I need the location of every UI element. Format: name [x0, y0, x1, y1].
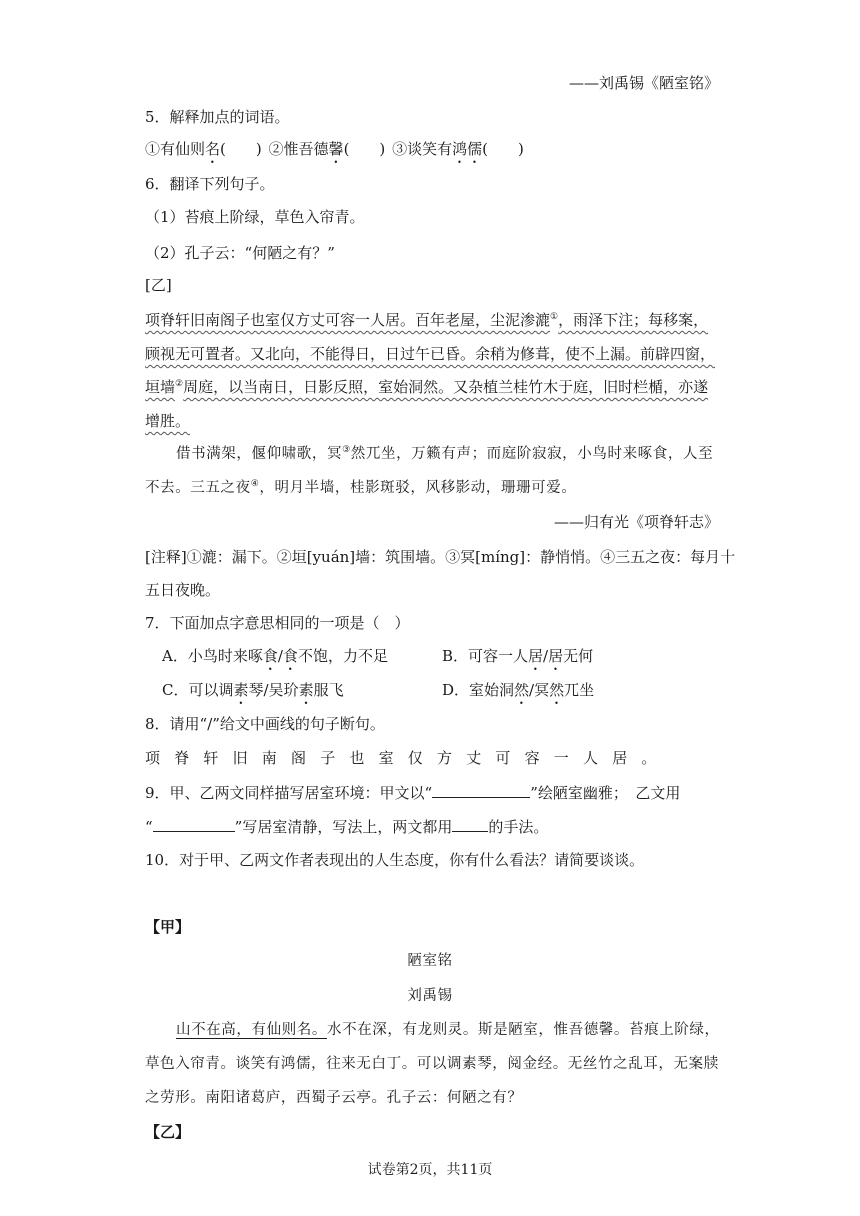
question-6-sentence-2: （2）孔子云：“何陋之有？”	[145, 244, 335, 262]
q5-dotted-word-b: 馨	[328, 140, 344, 158]
q5-item-b: ②惟吾德	[268, 140, 329, 158]
q9-text: “	[145, 818, 153, 836]
option-text: C．可以调	[162, 681, 234, 699]
q5-blank-a: ( )	[220, 140, 262, 158]
q5-dotted-word-a: 名	[205, 140, 221, 158]
option-text: A．小鸟时来啄	[162, 647, 263, 665]
option-text: /	[277, 647, 283, 665]
passage-yi-line-4	[145, 411, 190, 431]
footnote-ref-4: ④	[250, 479, 260, 490]
dotted-char: 然	[514, 681, 530, 699]
q5-item-c: ③谈笑有	[392, 140, 453, 158]
passage-yi-line-1	[145, 310, 708, 330]
marked-sentence: 项脊轩旧南阁子也室仅方丈可容一人居。百年老屋，尘泥渗漉	[145, 311, 551, 329]
passage-text: 增胜。	[145, 412, 191, 430]
question-8-stem: 8．请用“/”给文中画线的句子断句。	[145, 715, 385, 733]
passage-text: 水不在深，有龙则灵。斯是陋室，惟吾德馨。苔痕上阶绿，	[327, 1022, 720, 1038]
question-9-line-2	[145, 817, 548, 837]
question-8-sentence: 项脊轩旧南阁子也室仅方丈可容一人居。	[145, 749, 671, 767]
q7-option-c[interactable]	[162, 680, 344, 708]
q9-blank-2[interactable]	[153, 817, 235, 832]
passage-yi-p2-line-2	[145, 478, 576, 498]
passage-yi-marker: [乙]	[145, 276, 172, 294]
passage-text: 然兀坐，万籁有声；而庭阶寂寂，小鸟时来啄食，人至	[350, 446, 714, 462]
q5-dotted-word-c: 鸿儒	[452, 140, 483, 158]
option-text: D．室始洞	[442, 681, 515, 699]
footnote-ref-3: ③	[342, 445, 351, 456]
option-text: 琴/吴玠	[248, 681, 299, 699]
page-footer: 试卷第2页，共11页	[367, 1162, 493, 1178]
passage-jia-line-2: 草色入帘青。谈笑有鸿儒，往来无白丁。可以调素琴，阅金经。无丝竹之乱耳，无案牍	[145, 1056, 719, 1072]
option-text: 服飞	[313, 681, 344, 699]
question-7-stem: 7．下面加点字意思相同的一项是（ ）	[145, 614, 410, 632]
dotted-char: 食	[262, 647, 278, 665]
passage-jia-marker: 【甲】	[145, 918, 191, 936]
passage-jia-title: 陋室铭	[407, 953, 453, 969]
dotted-char: 素	[298, 681, 314, 699]
passage-text: ，明月半墙，桂影斑驳，风移影动，珊珊可爱。	[259, 480, 577, 496]
passage-text: ，雨泽下注；每移案，	[558, 311, 709, 329]
dotted-char: 食	[282, 647, 298, 665]
annotation-line-2: 五日夜晚。	[145, 581, 221, 599]
q9-blank-3[interactable]	[452, 817, 488, 832]
dotted-char: 居	[528, 647, 544, 665]
q7-option-b[interactable]	[442, 646, 593, 674]
passage-jia-line-3: 之劳形。南阳诸葛庐，西蜀子云亭。孔子云：何陋之有？	[145, 1090, 523, 1106]
passage-text: 不去。三五之夜	[145, 480, 251, 496]
option-text: B．可容一人	[442, 647, 529, 665]
option-text: 兀坐	[564, 681, 595, 699]
q5-blank-b: ( )	[343, 140, 386, 158]
question-5-items	[145, 139, 524, 167]
question-10: 10．对于甲、乙两文作者表现出的人生态度，你有什么看法？请简要谈谈。	[145, 851, 645, 869]
footnote-ref-1: ①	[550, 312, 559, 322]
dotted-char: 居	[548, 647, 564, 665]
q9-text: 9．甲、乙两文同样描写居室环境：甲文以“	[145, 784, 433, 802]
q9-blank-1[interactable]	[432, 783, 530, 798]
passage-jia-author: 刘禹锡	[407, 988, 453, 1004]
q5-blank-c: ( )	[482, 140, 524, 158]
question-6-sentence-1: （1）苔痕上阶绿，草色入帘青。	[145, 208, 365, 226]
q9-text: ”绘陋室幽雅； 乙文用	[530, 784, 681, 802]
q5-item-a: ①有仙则	[145, 140, 206, 158]
passage-text: 借书满架，偃仰啸歌，冥	[176, 446, 343, 462]
option-text: /	[543, 647, 549, 665]
passage-yi-p2-line-1	[176, 444, 713, 464]
passage-jia-line-1	[176, 1020, 720, 1040]
passage-text: 周庭，以当南日，日影反照，室始洞然。又杂植兰桂竹木于庭，旧时栏楯，亦遂	[183, 378, 709, 396]
annotation-line-1: [注释]①漉：漏下。②垣[yuán]墙：筑围墙。③冥[míng]：静悄悄。④三五之夜：每月十	[145, 548, 736, 566]
underlined-sentence: 山不在高，有仙则名。	[176, 1022, 327, 1038]
q9-text: 的手法。	[488, 818, 549, 836]
footnote-ref-2: ②	[175, 379, 184, 389]
q7-option-d[interactable]	[442, 680, 594, 708]
option-text: 不饱，力不足	[297, 647, 388, 665]
dotted-char: 素	[233, 681, 249, 699]
source-jia: ——刘禹锡《陋室铭》	[568, 74, 719, 92]
q9-text: ”写居室清静，写法上，两文都用	[234, 818, 453, 836]
dotted-char: 然	[549, 681, 565, 699]
question-9-line-1	[145, 783, 680, 803]
question-6-stem: 6．翻译下列句子。	[145, 175, 275, 193]
option-text: /冥	[529, 681, 550, 699]
passage-text: 垣墙	[145, 378, 176, 396]
passage-yi-marker-2: 【乙】	[145, 1123, 191, 1141]
passage-yi-line-2	[145, 344, 715, 364]
passage-text: 顾视无可置者。又北向，不能得日，日过午已昏。余稍为修葺，使不上漏。前辟四窗，	[145, 345, 716, 363]
option-text: 无何	[563, 647, 594, 665]
source-yi: ——归有光《项脊轩志》	[553, 513, 719, 531]
question-5-stem: 5．解释加点的词语。	[145, 108, 290, 126]
q7-option-a[interactable]	[162, 646, 388, 674]
passage-yi-line-3	[145, 377, 708, 397]
